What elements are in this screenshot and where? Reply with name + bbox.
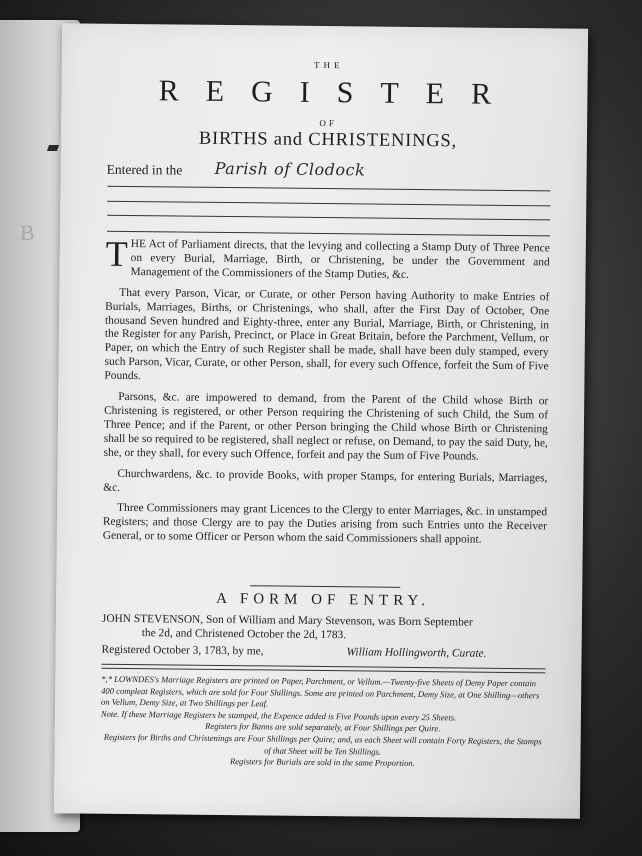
registered-line [102, 644, 546, 661]
entry-line-2: the 2d, and Christened October the 2d, 1783. [141, 627, 347, 642]
page-content [100, 24, 552, 769]
registered-date: Registered October 3, 1783, by me, [101, 643, 264, 658]
note-births: Registers for Births and Christenings are Four Shillings per Quire; and, as each Sheet will contain Forty Registers, the Stamps of that Sheet will be Ten Shillings. [103, 731, 542, 757]
drop-cap: T [105, 233, 128, 274]
ruled-line [107, 201, 550, 207]
heading-the: THE [313, 59, 344, 71]
form-of-entry-title: A FORM OF ENTRY. [216, 590, 431, 610]
ruled-line [107, 215, 550, 221]
ruled-line [107, 231, 550, 237]
double-rule [101, 664, 545, 674]
act-text [102, 233, 550, 556]
back-page-letter: B [20, 220, 35, 245]
heading-births-christenings: BIRTHS and CHRISTENINGS, [198, 128, 458, 152]
section-divider [250, 585, 400, 588]
note-banns: Registers for Banns are sold separately, at Four Shillings per Quire. [205, 721, 441, 734]
paragraph-act [105, 233, 550, 284]
paragraph-parson: That every Parson, Vicar, or Curate, or other Person having Authority to make Entries of Burials, Marriages, Births, or Christenings, who shall, after the First Day of October, One thousand Seven hundred and Eighty-three, enter any Burial, Marriage, Birth, or Christening, in the Register for any Parish, Precinct, or Place in Great Britain, before the Parchment, Vellum, or Paper, on which the Entry of such Register shall be made, shall have been duly stamped, every such Parson, Vicar, Curate, or other Person, shall, for every such Offence, forfeit the Sum of Five Pounds. [104, 286, 550, 383]
form-entry-example [102, 612, 546, 645]
paragraph-parsons-demand: Parsons, &c. are impowered to demand, from the Parent of the Child whose Birth or Christening is registered, or other Person requiring the Christening of such Child, the Sum of Three Pence; and if the Parent, or other Person bringing the Child whose Birth or Christening shall be so required to be registered, shall neglect or refuse, on Demand, to pay the said Duty, he, she, or they shall, for every such Offence, forfeit and pay the Sum of Five Pounds. [103, 390, 549, 463]
register-page [54, 23, 588, 818]
note-burials: Registers for Burials are sold in the same Proportion. [229, 756, 415, 769]
footnotes [100, 674, 545, 771]
heading-register: REGISTER [158, 74, 519, 112]
heading-of: OF [319, 117, 337, 129]
paragraph-commissioners: Three Commissioners may grant Licences to the Clergy to enter Marriages, &c. in unstamped Registers; and those Clergy are to pay the Duties arising from such Entries unto the Receiver General, or to some Officer or Person whom the said Commissioners shall appoint. [102, 502, 548, 546]
parish-handwritten: Parish of Clodock [214, 158, 366, 180]
paragraph-act-text: HE Act of Parliament directs, that the levying and collecting a Stamp Duty of Three Pence on every Burial, Marriage, Birth, or Christening, be under the Government and Management of the Commissioners of the Stamp Duties, &c. [130, 237, 550, 281]
curate-signature: William Hollingworth, Curate. [346, 646, 487, 660]
entry-line-1: JOHN STEVENSON, Son of William and Mary Stevenson, was Born September [101, 612, 473, 629]
note-lowndes: *,* LOWNDES's Marriage Registers are printed on Paper, Parchment, or Vellum.—Twenty-five Sheets of Demy Paper contain 400 compleat Registers, which are sold for Four Shillings. Some are printed on Parchment, Demy Size, at One Shilling—others on Vellum, Demy Size, at Two Shillings per Leaf. [100, 673, 540, 709]
note-stamped: Note. If these Marriage Registers be stamped, the Expence added is Five Pounds upon every 25 Sheets. [100, 708, 457, 723]
paragraph-churchwardens: Churchwardens, &c. to provide Books, with proper Stamps, for entering Burials, Marriages, &c. [103, 467, 548, 494]
entered-label: Entered in the [106, 161, 183, 178]
